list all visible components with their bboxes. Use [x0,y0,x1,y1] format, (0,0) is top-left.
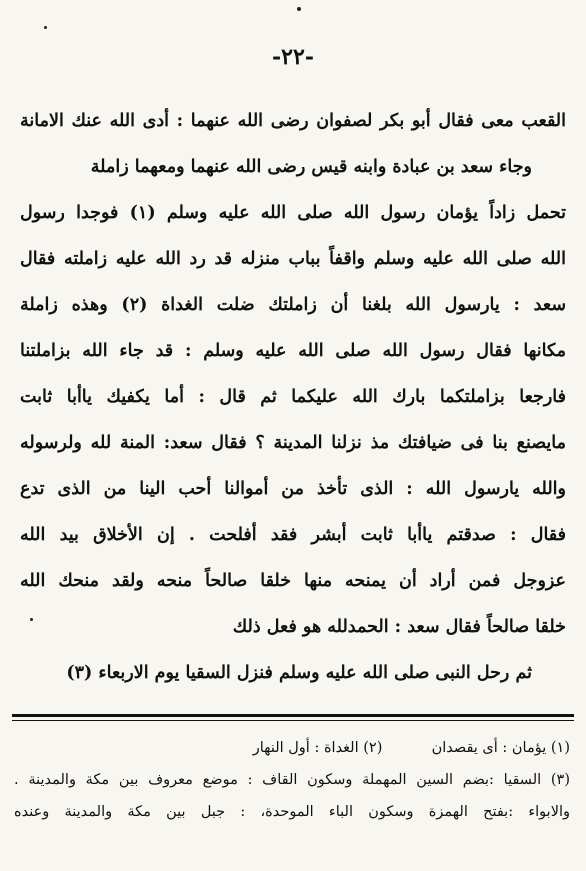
text-line: مكانها فقال رسول الله صلى الله عليه وسلم : قد جاء الله بزاملتنا [20,341,566,361]
text-line: ثم رحل النبى صلى الله عليه وسلم فنزل السقيا يوم الاربعاء (٣) [66,663,532,683]
text-line: مايصنع بنا فى ضيافتك مذ نزلنا المدينة ؟ فقال سعد: المنة لله ولرسوله [20,433,566,453]
main-text [20,98,566,696]
footnote-3: (٣) السقيا :بضم السين المهملة وسكون القاف : موضع معروف بين مكة والمدينة . [14,772,570,788]
text-line: والله يارسول الله : الذى تأخذ من أموالنا أحب الينا من الذى تدع [20,479,566,499]
text-line: فارجعا بزاملتكما بارك الله عليكما ثم قال : أما يكفيك ياأبا ثابت [20,387,566,407]
text-line: سعد : يارسول الله بلغنا أن زاملتك ضلت الغداة (٢) وهذه زاملة [20,295,566,315]
footnote-divider-thin [12,720,574,721]
footnote-divider [12,714,574,717]
footnote-3-continued: والابواء :بفتح الهمزة وسكون الباء الموحدة، : جبل بين مكة والمدينة وعنده [14,804,570,820]
text-line: خلقا صالحاً فقال سعد : الحمدلله هو فعل ذلك [232,617,566,637]
text-line: تحمل زاداً يؤمان رسول الله صلى الله عليه وسلم (١) فوجدا رسول [20,203,566,223]
scan-speck [297,7,301,11]
footnotes [14,732,570,828]
text-line: وجاء سعد بن عبادة وابنه قيس رضى الله عنهما ومعهما زاملة [90,157,532,177]
text-line: فقال : صدقتم ياأبا ثابت أبشر فقد أفلحت . إن الأخلاق بيد الله [20,525,566,545]
text-line: القعب معى فقال أبو بكر لصفوان رضى الله عنهما : أدى الله عنك الامانة [20,111,566,131]
footnote-1: (١) يؤمان : أى يقصدان [431,740,570,756]
page-number: -٢٢- [272,44,314,70]
scan-speck [44,26,47,29]
footnote-row [14,732,570,764]
text-line: الله صلى الله عليه وسلم واقفاً بباب منزله قد رد الله عليه زاملته فقال [20,249,566,269]
scan-speck [30,618,33,621]
text-line: عزوجل فمن أراد أن يمنحه منها خلقا صالحاً منحه ولقد منحك الله [20,571,566,591]
footnote-2: (٢) الغداة : أول النهار [252,740,383,756]
